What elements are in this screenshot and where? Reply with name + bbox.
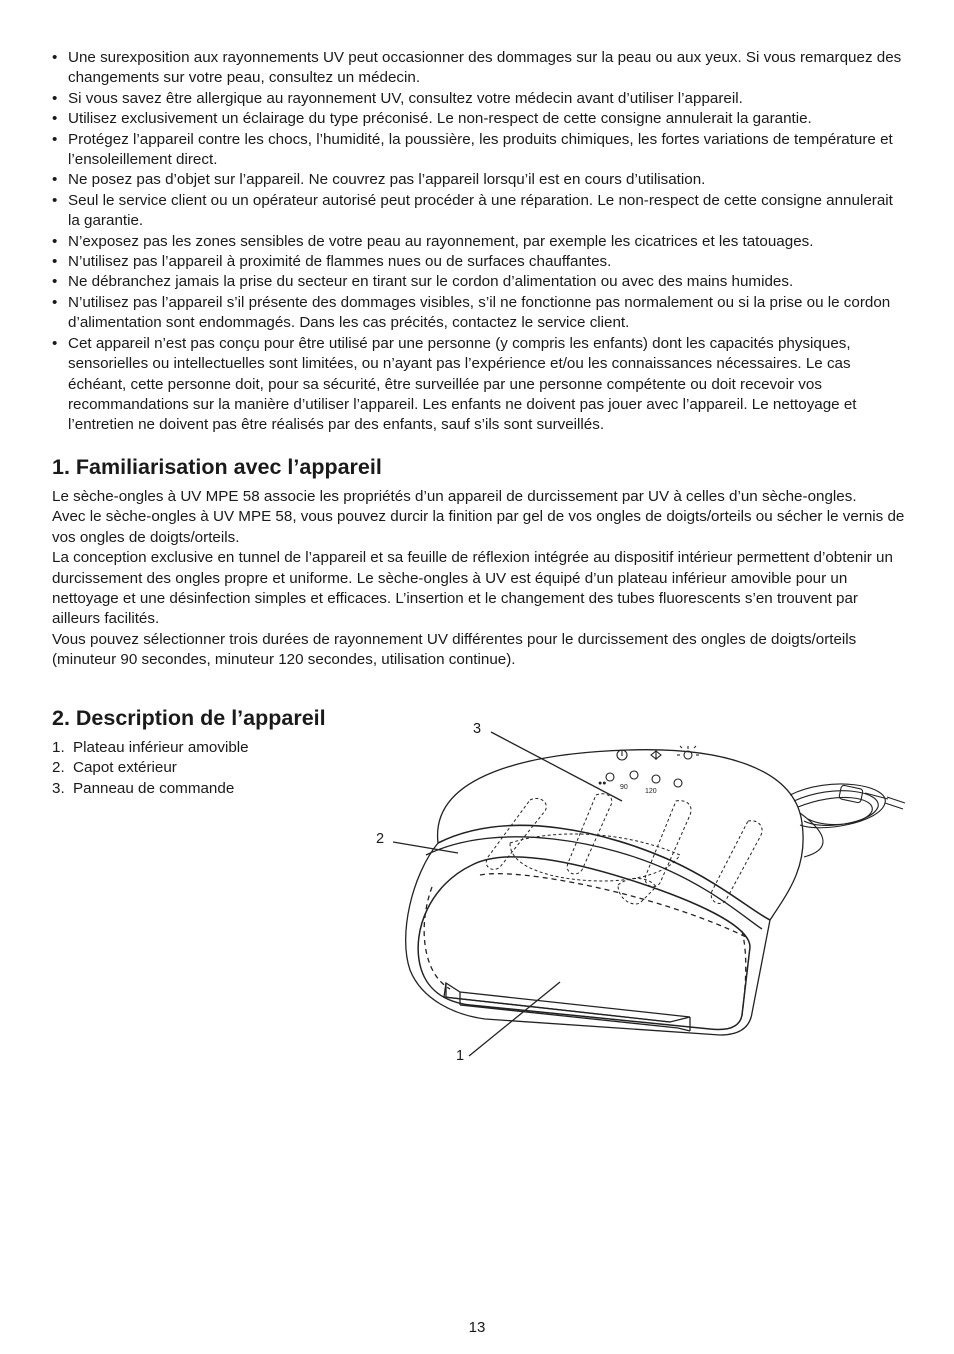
paragraph: Avec le sèche-ongles à UV MPE 58, vous pouvez durcir la finition par gel de vos ongles de doigts/orteils ou sécher le vernis de vos ongles de doigts/orteils. bbox=[52, 508, 905, 546]
familiarisation-section bbox=[52, 453, 908, 671]
timer-button-icon bbox=[630, 771, 638, 779]
timer-120-label: 120 bbox=[645, 788, 657, 795]
paragraph: Le sèche-ongles à UV MPE 58 associe les propriétés d’un appareil de durcissement par UV à celles d’un sèche-ongles. bbox=[52, 488, 857, 505]
timer-90-label: 90 bbox=[620, 784, 628, 791]
bullet-item: • Seul le service client ou un opérateur autorisé peut procéder à une réparation. Le non-respect de cette consigne annulerait la garantie. bbox=[52, 191, 902, 232]
uv-nail-dryer-illustration bbox=[360, 715, 920, 1075]
bullet-item: • Une surexposition aux rayonnements UV peut occasionner des dommages sur la peau ou aux yeux. Si vous remarquez des changements sur votre peau, consultez un médecin. bbox=[52, 48, 902, 89]
bullet-item: • Utilisez exclusivement un éclairage du type préconisé. Le non-respect de cette consigne annulerait la garantie. bbox=[52, 109, 902, 129]
bullet-item: • Cet appareil n’est pas conçu pour être utilisé par une personne (y compris les enfants) dont les capacités physiques, sensorielles ou intellectuelles sont limitées, ou n’ayant pas l’expérience et/ou les connaissances nécessaires. Le cas échéant, cette personne doit, pour sa sécurité, être surveillée par une personne compétente ou doit recevoir vos recommandations sur la manière d’utiliser l’appareil. Les enfants ne doivent pas jouer avec l’appareil. Le nettoyage et l’entretien ne doivent pas être réalisés par des enfants, sauf s’ils sont surveillés. bbox=[52, 334, 902, 436]
bullet-item: • N’exposez pas les zones sensibles de votre peau au rayonnement, par exemple les cicatrices et les tatouages. bbox=[52, 232, 902, 252]
timer-90-button-icon bbox=[606, 773, 614, 781]
bullet-item: • Ne posez pas d’objet sur l’appareil. Ne couvrez pas l’appareil lorsqu’il est en cours d’utilisation. bbox=[52, 170, 902, 190]
leader-line-2 bbox=[393, 842, 458, 853]
fan-icon bbox=[651, 751, 661, 759]
fluorescent-tubes bbox=[486, 794, 762, 904]
timer-120-button-icon bbox=[652, 775, 660, 783]
paragraph: La conception exclusive en tunnel de l’appareil et sa feuille de réflexion intégrée au dispositif intérieur permettent d’obtenir un durcissement des ongles propre et uniforme. Le sèche-ongles à UV est équipé d’un plateau inférieur amovible pour un nettoyage et une désinfection simples et efficaces. L’insertion et le changement des tubes fluorescents s’en trouvent par ailleurs facilités. bbox=[52, 549, 893, 628]
continuous-button-icon bbox=[674, 779, 682, 787]
bullet-item: • Si vous savez être allergique au rayonnement UV, consultez votre médecin avant d’utiliser l’appareil. bbox=[52, 89, 902, 109]
dryer-drawing bbox=[360, 715, 920, 1075]
section-heading: 1. Familiarisation avec l’appareil bbox=[52, 455, 382, 479]
bullet-item: • N’utilisez pas l’appareil s’il présente des dommages visibles, s’il ne fonctionne pas normalement ou si la prise ou le cordon d’alimentation sont endommagés. Dans les cas précités, contactez le service client. bbox=[52, 293, 902, 334]
callout-label-1: 1 bbox=[456, 1048, 465, 1064]
safety-bullet-list bbox=[52, 48, 902, 436]
control-panel bbox=[598, 746, 699, 795]
callout-label-3: 3 bbox=[473, 721, 482, 737]
paragraph: Vous pouvez sélectionner trois durées de rayonnement UV différentes pour le durcissement des ongles de doigts/orteils (minuteur 90 secondes, minuteur 120 secondes, utilisation continue). bbox=[52, 630, 857, 669]
bullet-item: • N’utilisez pas l’appareil à proximité de flammes nues ou de surfaces chauffantes. bbox=[52, 252, 902, 272]
bullet-item: • Ne débranchez jamais la prise du secteur en tirant sur le cordon d’alimentation ou avec des mains humides. bbox=[52, 272, 902, 292]
bullet-item: • Protégez l’appareil contre les chocs, l’humidité, la poussière, les produits chimiques, les fortes variations de température et l’ensoleillement direct. bbox=[52, 130, 902, 171]
parts-list-item: 1. Plateau inférieur amovible bbox=[52, 739, 249, 756]
svg-text:●●: ●● bbox=[598, 780, 607, 787]
parts-list-item: 3. Panneau de commande bbox=[52, 779, 235, 797]
parts-list-item: 2. Capot extérieur bbox=[52, 759, 177, 777]
callout-label-2: 2 bbox=[376, 831, 385, 847]
section-heading: 2. Description de l’appareil bbox=[52, 706, 326, 730]
page-number: 13 bbox=[468, 1319, 486, 1336]
power-cord bbox=[790, 784, 905, 857]
